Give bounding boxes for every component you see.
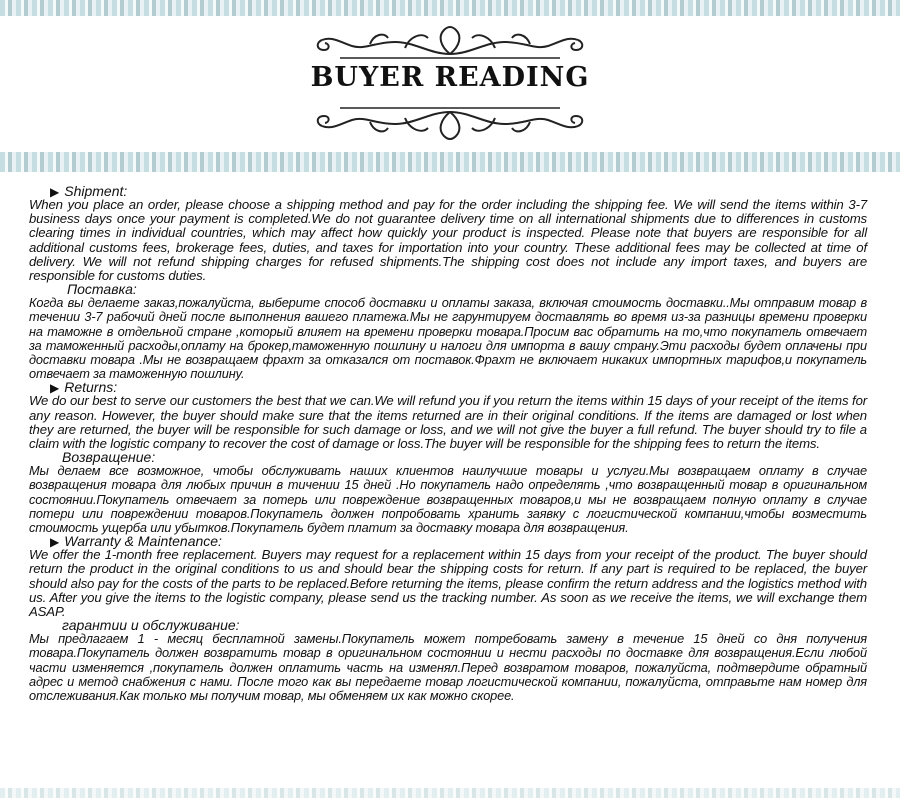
shipment-text: When you place an order, please choose a shipping method and pay for the order including the shipping fee. We will send the items within 3-7 business days once your payment is completed.We do not guarantee delivery time on all international shipments due to differences in customs clearing times in individual countries, which may affect how quickly your product is inspected. Please note that buyers are responsible for all additional customs fees, brokerage fees, duties, and taxes for importation into your country. These additional fees may be collected at time of delivery. We will not refund shipping charges for refused shipments.The shipping cost does not include any import taxes, and buyers are responsible for customs duties.	[29, 197, 867, 284]
returns-ru-text: Мы делаем все возможное, чтобы обслуживать наших клиентов наилучшие товары и услуги.Мы возвращаем оплату в случае возвращения товара для любых причин в тичении 15 дней .Но покупатель надо определять ,что возвращенный товар в оригинальном состоянии.Покупатель отвечает за потерь или повреждение возвращенных товаров,и мы не возвращаем полную оплату в случае потери или повреждении товаров.Покупатель должен попробовать хранить заявку с логистической компании,чтобы возместить стоимость ущерба или убытков.Покупатель будет платит за доставку товара для возвращения.	[29, 463, 867, 536]
warranty-text: We offer the 1-month free replacement. Buyers may request for a replacement within 15 days from your receipt of the product. The buyer should return the product in the original conditions to us and should bear the shipping costs for return. If any part is required to be replaced, the buyer should also pay for the costs of the parts to be replaced.Before returning the items, please confirm the return address and the logistics method with us. After you give the items to the logistic company, please send us the tracking number. As soon as we receive the items, we will exchange them ASAP.	[29, 547, 867, 620]
returns-text: We do our best to serve our customers the best that we can.We will refund you if you return the items within 15 days of your receipt of the items for any reason. However, the buyer should make sure that the items returned are in their original conditions. If the items are damaged or lost when they are returned, the buyer will be responsible for such damage or loss, and we will not give the buyer a full refund. The buyer should try to file a claim with the logistic company to recover the cost of damage or loss.The buyer will be responsible for the shipping fees to return the items.	[29, 393, 867, 452]
ornament-top-icon	[310, 22, 590, 62]
bottom-decorative-stripe	[0, 788, 900, 798]
returns-ru-heading: Возвращение:	[62, 449, 156, 466]
arrow-right-icon: ▶	[50, 185, 60, 199]
shipment-heading: ▶ Shipment:	[50, 183, 128, 199]
banner-title: BUYER READING	[310, 62, 590, 93]
middle-decorative-stripe	[0, 152, 900, 172]
top-decorative-stripe	[0, 0, 900, 16]
returns-heading: ▶ Returns:	[50, 379, 118, 396]
arrow-right-icon: ▶	[50, 381, 60, 396]
buyer-reading-banner	[310, 22, 590, 144]
warranty-ru-text: Мы предлагаем 1 - месяц бесплатной замены.Покупатель может потребовать замену в течение 15 дней со дня получения товара.Покупатель должен возвратить товар в оригинальном состоянии и нести расходы по доставке для возвращения.Если любой части изменяется ,покупатель должен оплатить часть на изменял.Перед возвратом товаров, пожалуйста, подтвердите обратный адрес и метод снабжения с нами. После того как вы передаете товар логистической компании, пожалуйста, отправьте нам номер для отслеживания.Как только мы получим товар, мы обменяем их как можно скорее.	[29, 631, 867, 704]
warranty-ru-heading: гарантии и обслуживание:	[62, 617, 240, 634]
warranty-heading: ▶ Warranty & Maintenance:	[50, 533, 222, 550]
ornament-bottom-icon	[310, 104, 590, 144]
buyer-policy-content	[29, 185, 867, 703]
arrow-right-icon: ▶	[50, 535, 60, 550]
shipment-ru-heading: Поставка:	[67, 281, 137, 298]
shipment-ru-text: Когда вы делаете заказ,пожалуйста, выберите способ доставки и оплаты заказа, включая стоимость доставки..Мы отправим товар в течении 3-7 рабочий дней после выполнения вашего платежа.Мы не гарунтируем доставлять во время из-за разницы времени проверки на таможне в отдельной стране ,который влияет на времени проверки товара.Просим вас обратить на то,что покупатель отвечает за таможенный расходы,оплату на брокер,таможенную пошлину и налоги для импорта в вашу страну.Эти расходы будет оплачены при доставки товара .Мы не возвращаем фрахт за отказался от поставок.Фрахт не включает никаких импортных тарифов,и покупатель отвечает за таможенную пошлину.	[29, 295, 867, 382]
